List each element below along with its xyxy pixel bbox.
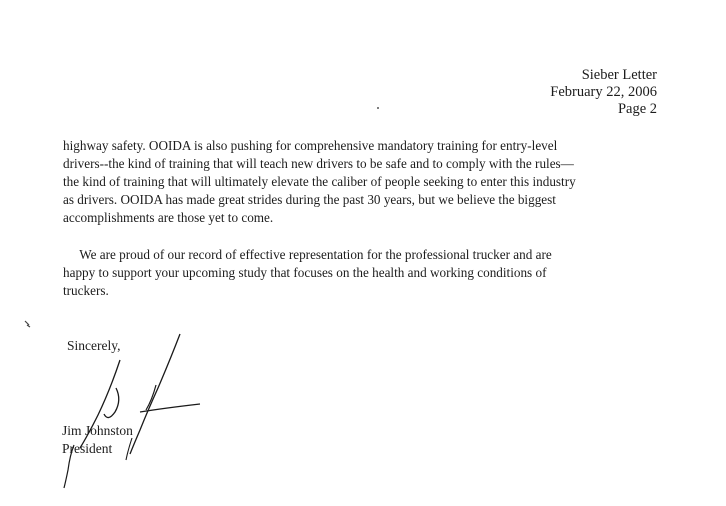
paragraph-line: drivers--the kind of training that will teach new drivers to be safe and to comply with the rules— <box>63 156 574 171</box>
paragraph-line: highway safety. OOIDA is also pushing for comprehensive mandatory training for entry-level <box>63 138 558 153</box>
signatory-name: Jim Johnston <box>62 423 133 438</box>
scan-speck <box>377 107 379 109</box>
paragraph-line: truckers. <box>63 283 109 298</box>
signatory <box>62 422 133 458</box>
scan-mark-icon <box>24 320 32 328</box>
paragraph-line: the kind of training that will ultimately elevate the caliber of people seeking to enter this industry <box>63 174 576 189</box>
letter-recipient-reference: Sieber Letter <box>581 67 657 83</box>
letter-date: February 22, 2006 <box>550 84 657 100</box>
letter-header <box>550 67 657 118</box>
body-paragraph-1 <box>63 137 576 227</box>
page-number: Page 2 <box>617 101 657 117</box>
salutation: Sincerely, <box>67 338 121 353</box>
paragraph-line: as drivers. OOIDA has made great strides during the past 30 years, but we believe the biggest <box>63 192 556 207</box>
signatory-title: President <box>62 441 113 456</box>
body-paragraph-2 <box>63 246 552 300</box>
paragraph-line: accomplishments are those yet to come. <box>63 210 274 225</box>
paragraph-line: We are proud of our record of effective representation for the professional trucker and are <box>63 247 552 262</box>
handwritten-signature <box>60 330 220 490</box>
paragraph-line: happy to support your upcoming study that focuses on the health and working conditions of <box>63 265 547 280</box>
